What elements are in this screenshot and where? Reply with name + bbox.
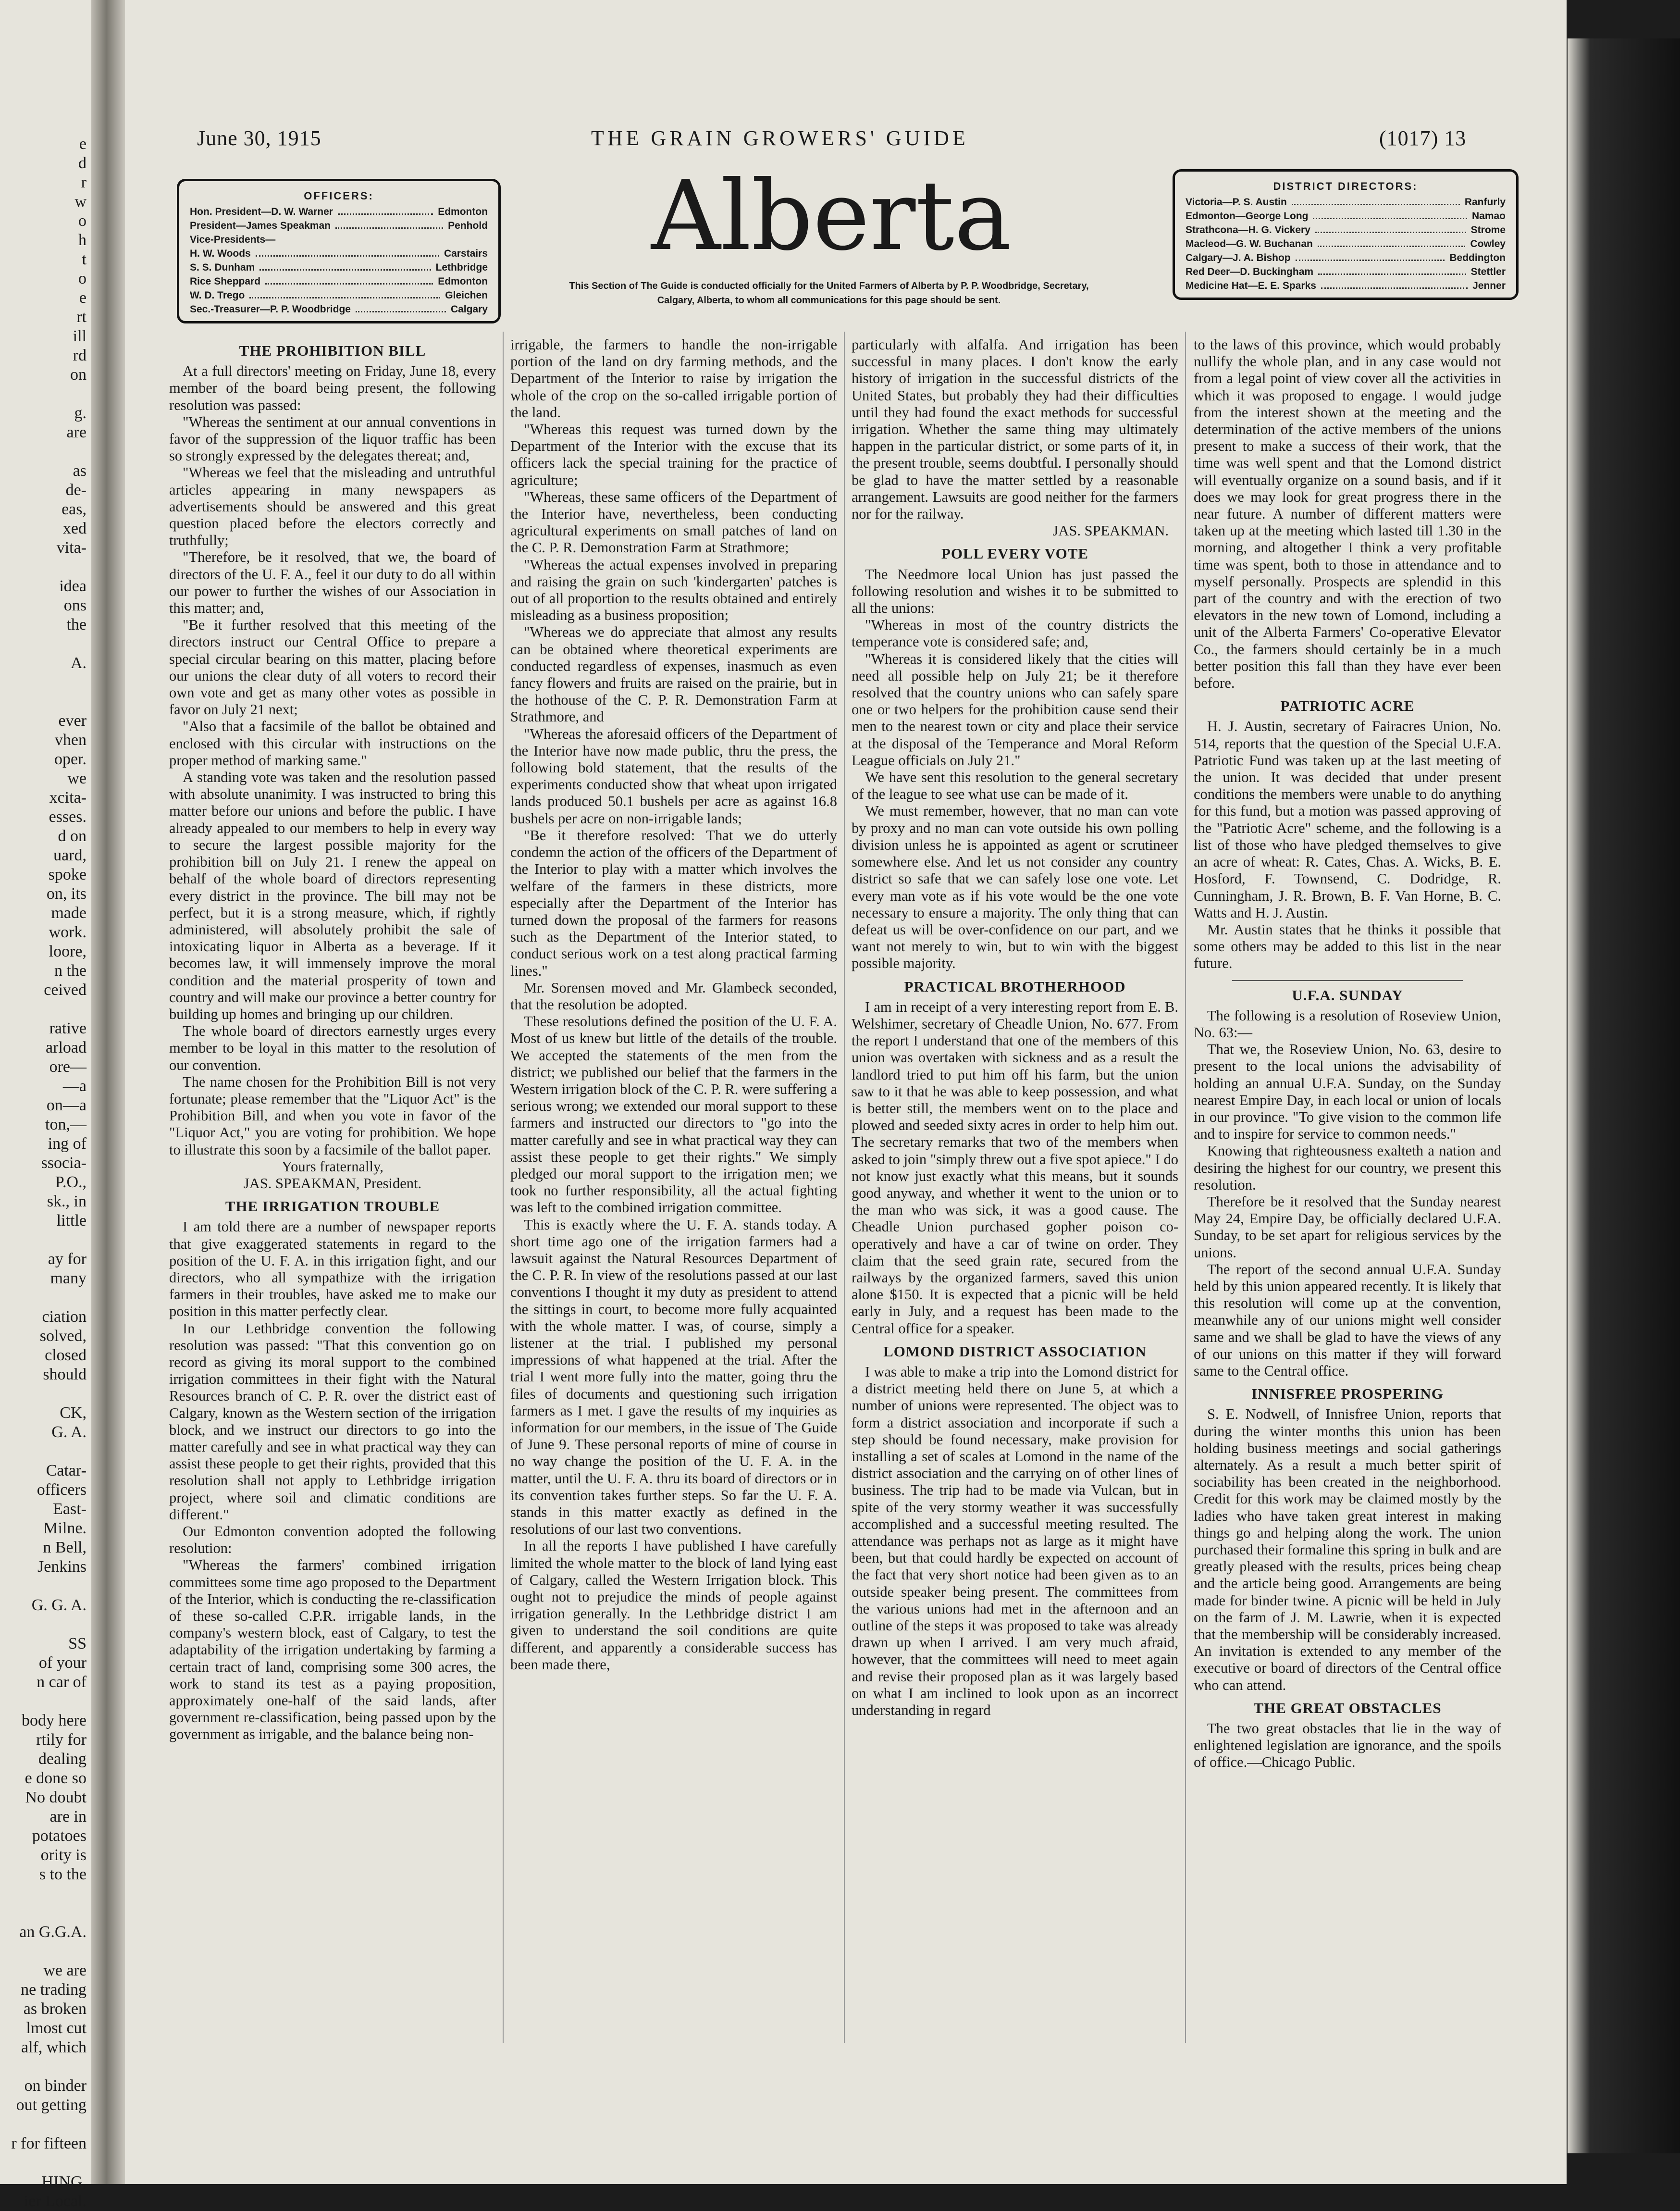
roster-row — [1186, 265, 1506, 279]
paragraph: We must remember, however, that no man can vote by proxy and no man can vote outside his own polling division unless he is appointed as agent or scrutineer somewhere else. And let us not consider any country district so safe that we can safely lose one vote. Let every man vote as if his vote would be the one vote necessary to ensure a majority. The only thing that can defeat us will be over-confidence on our part, and we want not merely to win, but to win with the biggest possible majority. — [852, 803, 1178, 972]
paragraph: A standing vote was taken and the resolution passed with absolute unanimity. I was instructed to bring this matter before our unions and before the public. I have already appealed to our members to help in every way to secure the largest possible majority for the prohibition bill on July 21. I renew the appeal on behalf of the whole board of directors representing every district in the province. The bill may not be perfect, but it is a strong measure, which, if rightly administered, will absolutely prohibit the sale of intoxicating liquor in Alberta as a beverage. If it becomes law, it will immensely improve the moral condition and the material prosperity of town and country and will make our province a better country for building up homes and bringing up our children. — [169, 769, 496, 1022]
roster-row — [190, 247, 488, 261]
fragment-line: Milne. — [43, 1519, 86, 1537]
fragment-line — [0, 1903, 86, 1923]
paragraph: "Whereas we do appreciate that almost any results can be obtained where theoretical experiments are conducted regardless of expenses, inasmuch as even fancy flowers and fruits are raised on the prairie, but in the hothouse of the C. P. R. Demonstration Farm at Strathmore, and — [510, 624, 837, 725]
fragment-line: an G.G.A. — [19, 1923, 86, 1941]
fragment-line: G. A. — [51, 1423, 86, 1441]
section-title: Alberta — [651, 160, 1012, 272]
paragraph: Therefore be it resolved that the Sunday nearest May 24, Empire Day, be officially declared U.F.A. Sunday, to be set apart for religious services by the unions. — [1194, 1193, 1501, 1261]
paragraph: "Whereas it is considered likely that the cities will need all possible help on July 21; be it therefore resolved that the country unions who can safely spare one or two helpers for the prohibition cause send their men to the nearest town or city and place their service at the disposal of the Temperance and Moral Reform League officials on July 21." — [852, 650, 1178, 769]
paragraph: irrigable, the farmers to handle the non-irrigable portion of the land on dry farming methods, and the Department of the Interior to raise by irrigation the whole of the crop on the so-called irrigable portion of the land. — [510, 336, 837, 421]
fragment-line: P.O., — [55, 1173, 86, 1191]
directors-heading: DISTRICT DIRECTORS: — [1273, 180, 1418, 192]
paragraph: That we, the Roseview Union, No. 63, desire to present to the local unions the advisability of holding an annual U.F.A. Sunday, on the Sunday nearest Empire Day, in each local or union of locals in our province. "To give vision to the common life and to inspire for service to common needs." — [1194, 1041, 1501, 1143]
fragment-line: de- — [65, 481, 86, 499]
paragraph: S. E. Nodwell, of Innisfree Union, reports that during the winter months this union has been holding business meetings and social gatherings alternately. As a result a much better spirit of sociability has been created in the neighborhood. Credit for this work may be claimed mostly by the ladies who have taken great interest in making things go and helping along the work. The union purchased their formaline this spring in bulk and are greatly pleased with the results, prices being cheap and the article being good. Arrangements are being made for binder twine. A picnic will be held in July on the farm of J. M. Lawrie, when it is expected that the membership will be considerably increased. An invitation is extended to any member of the executive or board of directors of the Central office who can attend. — [1194, 1406, 1501, 1693]
paragraph: We have sent this resolution to the general secretary of the league to see what use can be made of it. — [852, 769, 1178, 803]
leader-dots — [249, 288, 440, 298]
fragment-line: xed — [62, 520, 86, 537]
paragraph: I am in receipt of a very interesting report from E. B. Welshimer, secretary of Cheadle Union, No. 677. From the report I understand that one of the members of this union was overtaken with sickness and as a result the landlord tried to put him off his farm, but the union saw to it that he was able to keep possession, and what is better still, the members went on to the place and plowed and seeded sixty acres in order to help him out. The secretary remarks that two of the members when asked to join "simply threw out a five spot apiece." I do not know just exactly what this means, but it sounds good anyway, and whether it went to the union or to the man who was sick, it was a good cause. The Cheadle Union purchased gopher poison co-operatively and have a car of twine on order. They claim that the seed grain rate, secured from the railways by the organized farmers, saved this union alone $150. It is expected that a picnic will be held early in July, and a request has been made to the Central office for a speaker. — [852, 998, 1178, 1337]
paragraph: The whole board of directors earnestly urges every member to be loyal in this matter to the resolution of our convention. — [169, 1023, 496, 1073]
official-note: This Section of The Guide is conducted officially for the United Farmers of Alberta by P. P. Woodbridge, Secretary, Calgary, Alberta, to whom all communications for this page should be sent. — [569, 281, 1089, 306]
district-directors-box — [1173, 169, 1519, 300]
fragment-line: ority is — [40, 1846, 86, 1864]
fragment-line: oper. — [54, 750, 86, 768]
fragment-line — [0, 1615, 86, 1634]
fragment-line — [0, 692, 86, 711]
fragment-line: Jenkins — [37, 1558, 86, 1576]
roster-row — [190, 205, 488, 219]
roster-place: Beddington — [1449, 252, 1506, 263]
fragment-line: vita- — [56, 539, 86, 557]
paragraph: "Whereas, these same officers of the Department of the Interior have, nevertheless, been conducting agricultural experiments on small patches of land on the C. P. R. Demonstration Farm at Strathmore; — [510, 488, 837, 556]
roster-place: Namao — [1471, 211, 1506, 222]
roster-role: S. S. Dunham — [190, 262, 255, 273]
roster-row — [190, 219, 488, 233]
fragment-line — [0, 673, 86, 692]
fragment-line: s to the — [39, 1865, 86, 1883]
fragment-line: out getting — [16, 2096, 86, 2114]
column-rule — [1185, 332, 1186, 2043]
roster-role: Rice Sheppard — [190, 276, 261, 287]
roster-place: Edmonton — [438, 206, 488, 217]
paragraph: "Also that a facsimile of the ballot be obtained and enclosed with this circular with instructions on the proper method of marking same." — [169, 718, 496, 769]
page-number: (1017) 13 — [1379, 126, 1467, 150]
fragment-line: rtily for — [36, 1731, 86, 1749]
fragment-line: Catar- — [46, 1462, 86, 1479]
roster-row — [190, 233, 488, 247]
leader-dots — [1313, 209, 1467, 219]
fragment-line: are in — [49, 1808, 86, 1826]
leader-dots — [259, 261, 431, 271]
fragment-line: ciation — [42, 1308, 86, 1326]
fragment-line — [0, 1230, 86, 1250]
signature: JAS. SPEAKMAN. — [1052, 522, 1169, 539]
roster-row — [1186, 223, 1506, 237]
fragment-line: vhen — [54, 731, 86, 749]
fragment-line: of your — [38, 1654, 86, 1672]
paragraph: In all the reports I have published I have carefully limited the whole matter to the block of land lying east of Calgary, called the Western Irrigation block. This ought not to prejudice the minds of people against irrigation generally. In the Lethbridge district I am given to understand the soil conditions are quite different, and apparently a considerable success has been made there, — [510, 1538, 837, 1673]
fragment-line: ever — [58, 712, 86, 730]
article-headline: POLL EVERY VOTE — [941, 545, 1089, 562]
fragment-line: esses. — [49, 808, 86, 826]
roster-role: H. W. Woods — [190, 248, 251, 259]
signature: Yours fraternally, — [282, 1158, 383, 1175]
roster-role: Sec.-Treasurer—P. P. Woodbridge — [190, 304, 351, 315]
fragment-line: ceived — [44, 981, 86, 999]
leader-dots — [356, 302, 446, 312]
fragment-line: on — [70, 366, 86, 384]
paragraph: In our Lethbridge convention the following resolution was passed: "That this convention go on record as giving its moral support to the combined irrigation committees in their fight with the Natural Resources branch of C. P. R. over the district east of Calgary, known as the Western section of the irrigation block, and we instruct our directors to go into the matter carefully and see in what practical way they can assist these people to get their rights, provided that this resolution shall not apply to Lethbridge irrigation project, where soil and climatic conditions are different." — [169, 1320, 496, 1523]
fragment-line — [0, 1942, 86, 1961]
paragraph: The report of the second annual U.F.A. Sunday held by this union appeared recently. It is likely that this resolution will come up at the convention, meanwhile any of our unions might well consider same and we shall be glad to have the views of any of our unions on this matter if they will forward same to the Central office. — [1194, 1261, 1501, 1379]
fragment-line: East- — [53, 1500, 86, 1518]
roster-role: Medicine Hat—E. E. Sparks — [1186, 280, 1316, 291]
fragment-line: work. — [49, 923, 86, 941]
fragment-line — [0, 1884, 86, 1903]
fragment-line: many — [50, 1269, 86, 1287]
fragment-line: w — [74, 193, 86, 211]
roster-place: Stettler — [1470, 266, 1506, 277]
paragraph: "Whereas in most of the country districts the temperance vote is considered safe; and, — [852, 617, 1178, 650]
article-headline: U.F.A. SUNDAY — [1292, 986, 1403, 1004]
page-edge — [1568, 38, 1680, 2153]
roster-role: Victoria—P. S. Austin — [1186, 197, 1287, 208]
paragraph: "Whereas the actual expenses involved in preparing and raising the grain on such 'kindergarten' patches is out of all proportion to the results obtained and entirely misleading as a business proposition; — [510, 556, 837, 624]
fragment-line: No doubt — [25, 1789, 86, 1806]
paragraph: "Whereas the farmers' combined irrigation committees some time ago proposed to the Department of the Interior, which is conducting the re-classification of these so-called C.P.R. irrigable lands, in the company's western block, east of Calgary, to test the adaptability of the irrigation undertaking by farming a certain tract of land, comprising some 300 acres, the work to stand its test as a paying proposition, approximately one-half of the said lands, after government re-classification, being passed upon by the government as irrigable, and the balance being non- — [169, 1557, 496, 1743]
paragraph: This is exactly where the U. F. A. stands today. A short time ago one of the irrigation farmers had a lawsuit against the Natural Resources Department of the C. P. R. In view of the resolutions passed at our last conventions I thought it my duty as president to attend the sittings in court, to become more fully acquainted with the whole matter. I was, of course, simply a listener at the trial. I published my personal impressions of what happened at the trial. After the trial I went more fully into the matter, going thru the files of documents and questioning such irrigation farmers as I met. I gave the results of my inquiries as information for our members, in the issue of The Guide of June 9. These personal reports of mine of course in no way change the position of the U. F. A. in the matter, until the U. F. A. thru its board of directors or in its convention takes further steps. So far the U. F. A. stands in this matter exactly as defined in the resolutions of our last two conventions. — [510, 1216, 837, 1538]
leader-dots — [335, 219, 443, 229]
fragment-line: idea — [59, 577, 86, 595]
paragraph: "Whereas we feel that the misleading and untruthful articles appearing in many newspapers as advertisements should be answered and this great question placed before the electors correctly and truthfully; — [169, 464, 496, 549]
fragment-line: h — [78, 231, 86, 249]
article-headline: PATRIOTIC ACRE — [1280, 697, 1415, 715]
roster-row — [1186, 251, 1506, 265]
article-headline: THE IRRIGATION TROUBLE — [225, 1198, 440, 1215]
fragment-line: CK, — [60, 1404, 86, 1422]
paragraph: particularly with alfalfa. And irrigation has been successful in many places. I don't know the early history of irrigation in the successful districts of the United States, but probably they had their difficulties until they had found the exact methods for successful irrigation. Whether the same thing may ultimately happen in the particular district, or some parts of it, in the present trouble, seems doubtful. I personally should be glad to have the matter settled by a reasonable arrangement. Lawsuits are good neither for the farmers nor for the railway. — [852, 336, 1178, 522]
paragraph: The name chosen for the Prohibition Bill is not very fortunate; please remember that the "Liquor Act" is the Prohibition Bill, and when you vote in favor of the "Liquor Act," you are voting for prohibition. We hope to illustrate this soon by a facsimile of the ballot paper. — [169, 1073, 496, 1158]
fragment-line: solved, — [39, 1327, 86, 1345]
fragment-line: A. — [70, 654, 86, 672]
paragraph: Our Edmonton convention adopted the following resolution: — [169, 1523, 496, 1557]
fragment-line: we are — [43, 1962, 86, 1979]
fragment-line: d on — [58, 827, 86, 845]
paragraph: "Whereas the aforesaid officers of the Department of the Interior have now made public, thru the press, the following bold statement, that the results of the experiments conducted show that wheat upon irrigated lands produced 50.1 bushels per acre as against 16.8 bushels per acre on non-irrigable lands; — [510, 725, 837, 827]
leader-dots — [1318, 237, 1466, 247]
fragment-line: g. — [74, 404, 86, 422]
roster-role: Strathcona—H. G. Vickery — [1186, 224, 1310, 236]
fragment-line — [0, 1000, 86, 1019]
fragment-line: closed — [45, 1346, 86, 1364]
fragment-line — [0, 1577, 86, 1596]
roster-row — [1186, 279, 1506, 293]
fragment-line: as broken — [23, 2000, 86, 2018]
fragment-line: e — [79, 289, 86, 307]
fragment-line: on, its — [46, 885, 86, 903]
divider — [1232, 980, 1463, 981]
officers-list — [190, 205, 488, 316]
fragment-line: alf, which — [21, 2038, 86, 2056]
fragment-line: r for fifteen — [11, 2135, 86, 2152]
masthead: THE GRAIN GROWERS' GUIDE — [591, 126, 969, 150]
roster-role: Hon. President—D. W. Warner — [190, 206, 333, 217]
directors-list — [1186, 195, 1506, 293]
fragment-line: loore, — [49, 943, 86, 960]
roster-role: W. D. Trego — [190, 290, 245, 301]
fragment-line: n car of — [37, 1673, 86, 1691]
fragment-line: we — [67, 770, 86, 787]
issue-date: June 30, 1915 — [197, 126, 321, 150]
article-headline: LOMOND DISTRICT ASSOCIATION — [883, 1342, 1147, 1360]
column-2 — [510, 336, 837, 1673]
roster-role: Red Deer—D. Buckingham — [1186, 266, 1314, 277]
officers-heading: OFFICERS: — [304, 190, 374, 202]
paragraph: Knowing that righteousness exalteth a nation and desiring the highest for our country, we present this resolution. — [1194, 1143, 1501, 1193]
roster-role: Vice-Presidents— — [190, 234, 276, 245]
fragment-line: o — [78, 212, 86, 230]
fragment-line: ay for — [48, 1250, 86, 1268]
fragment-line: as — [73, 462, 86, 480]
paragraph: to the laws of this province, which would probably nullify the whole plan, and in any case would not from a legal point of view cover all the activities in which it was proposed to engage. I would judge from the interest shown at the meeting and the determination of the active members of the unions present to make a success of their work, that the time was well spent and that the Lomond district will eventually organize on a sound basis, and if it does we may look for great progress there in the near future. A number of different matters were taken up at the meeting which lasted till 1.30 in the morning, and altogether I think a very profitable time was spent, both to those in attendance and to myself personally. Prospects are splendid in this part of the country and with the erection of two elevators in the new town of Lomond, including a unit of the Alberta Farmers' Co-operative Elevator Co., the farmers should certainly be in a much better position this fall than they have ever been before. — [1194, 336, 1501, 692]
fragment-line: eas, — [62, 500, 86, 518]
fragment-line: should — [43, 1366, 86, 1383]
fragment-line: e done so — [25, 1769, 86, 1787]
roster-place: Cowley — [1470, 238, 1506, 249]
leader-dots — [1292, 195, 1460, 205]
article-headline: THE PROHIBITION BILL — [239, 342, 426, 359]
fragment-line: ing of — [48, 1135, 86, 1153]
roster-role: Calgary—J. A. Bishop — [1186, 252, 1291, 263]
fragment-line: on binder — [24, 2077, 86, 2095]
roster-place: Carstairs — [444, 248, 488, 259]
paragraph: "Therefore, be it resolved, that we, the board of directors of the U. F. A., feel it our duty to do all within our power to further the wishes of our Association in this matter; and, — [169, 549, 496, 617]
roster-place: Calgary — [450, 304, 488, 315]
fragment-line: spoke — [48, 866, 86, 883]
fragment-line: made — [51, 904, 86, 922]
fragment-line: HING, — [41, 2173, 86, 2191]
fragment-line: sk., in — [47, 1192, 86, 1210]
roster-place: Penhold — [448, 220, 488, 231]
fragment-line: arload — [46, 1039, 86, 1056]
paragraph: I was able to make a trip into the Lomond district for a district meeting held there on June 5, at which a number of unions were represented. The object was to form a district association and incorporate if such a step should be found necessary, make provision for installing a set of scales at Lomond in the name of the district association and the carrying on of other lines of business. The trip had to be made via Vulcan, but in spite of the very stormy weather it was successfully accomplished and a successful meeting resulted. The attendance was perhaps not as large as it might have been, but that could hardly be expected on account of the fact that very short notice had been given as to an outside speaker being present. The committees from the various unions had met in the afternoon and an outline of the steps it was proposed to take was already drawn up when I arrived. I am very much afraid, however, that the committees will need to meet again and revise their proposed plan as it was largely based on what I am inclined to look upon as an incorrect understanding in regard — [852, 1363, 1178, 1719]
paragraph: H. J. Austin, secretary of Fairacres Union, No. 514, reports that the question of the Special U.F.A. Patriotic Fund was taken up at the last meeting of the union. It was decided that under present conditions the members were unable to do anything for this fund, but a motion was passed approving of the "Patriotic Acre" scheme, and the following is a list of those who have pledged themselves to give an acre of wheat: R. Cates, Chas. A. Wicks, B. E. Hosford, F. Townsend, C. Dodridge, R. Cunningham, J. R. Brown, B. F. Van Horne, B. C. Watts and H. J. Austin. — [1194, 718, 1501, 921]
fragment-line: little — [56, 1212, 86, 1230]
leader-dots — [338, 205, 433, 215]
fragment-line — [0, 442, 86, 461]
leader-dots — [1318, 265, 1466, 275]
fragment-line: ons — [63, 596, 86, 614]
roster-place: Jenner — [1472, 280, 1506, 291]
fragment-line: rt — [76, 308, 86, 326]
roster-row — [190, 261, 488, 274]
fragment-line: n Bell, — [43, 1539, 86, 1556]
roster-place: Strome — [1470, 224, 1506, 236]
fragment-line: G. G. A. — [31, 1596, 86, 1614]
fragment-line: ore— — [49, 1058, 86, 1076]
fragment-line: ier Local. — [24, 2192, 86, 2210]
fragment-line: are — [66, 423, 86, 441]
column-3 — [852, 336, 1178, 1719]
fragment-line: dealing — [38, 1750, 86, 1768]
article-headline: PRACTICAL BROTHERHOOD — [904, 978, 1126, 995]
column-rule — [503, 332, 504, 2043]
fragment-line: rative — [49, 1019, 86, 1037]
paragraph: I am told there are a number of newspaper reports that give exaggerated statements in regard to the position of the U. F. A. in this irrigation fight, and our directors, who all sympathize with the irrigation farmers in their troubles, have asked me to make our position in this matter perfectly clear. — [169, 1218, 496, 1320]
fragment-line: rd — [73, 347, 86, 364]
roster-role: Macleod—G. W. Buchanan — [1186, 238, 1313, 249]
fragment-line — [0, 1384, 86, 1404]
fragment-line: xcita- — [49, 789, 86, 807]
roster-place: Gleichen — [445, 290, 488, 301]
leader-dots — [1315, 223, 1466, 233]
paragraph: The following is a resolution of Roseview Union, No. 63:— — [1194, 1007, 1501, 1041]
fragment-line: e — [79, 135, 86, 153]
article-headline: THE GREAT OBSTACLES — [1253, 1699, 1442, 1716]
paragraph: The Needmore local Union has just passed the following resolution and wishes it to be submitted to all the unions: — [852, 566, 1178, 617]
leader-dots — [265, 274, 433, 285]
fragment-line — [0, 634, 86, 654]
fragment-line: lmost cut — [26, 2019, 86, 2037]
fragment-line: the — [66, 616, 86, 633]
roster-row — [1186, 195, 1506, 209]
article-headline: INNISFREE PROSPERING — [1251, 1385, 1444, 1403]
paragraph: "Whereas the sentiment at our annual conventions in favor of the suppression of the liquor traffic has been so strongly expressed by the delegates thereat; and, — [169, 413, 496, 464]
fragment-line — [0, 558, 86, 577]
fragment-line: ssocia- — [41, 1154, 86, 1172]
fragment-line — [0, 1442, 86, 1461]
fragment-line: —a — [62, 1077, 86, 1095]
fragment-line: officers — [37, 1481, 86, 1499]
fragment-line: n the — [54, 962, 86, 980]
fragment-line — [0, 2057, 86, 2076]
fragment-line: uard, — [53, 846, 86, 864]
fragment-line: o — [78, 270, 86, 287]
signature: JAS. SPEAKMAN, President. — [243, 1175, 422, 1192]
paragraph: "Be it further resolved that this meeting of the directors instruct our Central Office to prepare a special circular bearing on this matter, placing before our unions the clear duty of all voters to record their own vote and get as many other votes as possible in favor on July 21 next; — [169, 617, 496, 718]
fragment-line — [0, 385, 86, 404]
fragment-line: ill — [73, 327, 86, 345]
book-gutter — [91, 0, 125, 2184]
column-rule — [844, 332, 845, 2043]
roster-row — [190, 302, 488, 316]
column-1 — [169, 336, 496, 1743]
fragment-line: d — [78, 154, 86, 172]
roster-role: President—James Speakman — [190, 220, 331, 231]
roster-role: Edmonton—George Long — [1186, 211, 1309, 222]
leader-dots — [256, 247, 439, 257]
roster-row — [190, 288, 488, 302]
paragraph: "Be it therefore resolved: That we do utterly condemn the action of the officers of the Department of the Interior to play with a matter which involves the welfare of the farmers in these districts, more especially after the Department of the Interior has turned down the proposal of the farmers for reasons such as the Department of the Interior stated, to conduct serious work on a test along practical farming lines." — [510, 827, 837, 979]
leader-dots — [1296, 251, 1445, 261]
roster-place: Edmonton — [438, 276, 488, 287]
fragment-line — [0, 2153, 86, 2173]
roster-row — [190, 274, 488, 288]
fragment-line: potatoes — [32, 1827, 86, 1845]
roster-row — [1186, 209, 1506, 223]
roster-row — [1186, 237, 1506, 251]
paragraph: "Whereas this request was turned down by the Department of the Interior with the excuse that its officers lack the special training for the practice of agriculture; — [510, 421, 837, 488]
paragraph: Mr. Austin states that he thinks it possible that some others may be added to this list in the near future. — [1194, 921, 1501, 972]
roster-place: Lethbridge — [435, 262, 488, 273]
fragment-line: on—a — [46, 1096, 86, 1114]
paragraph: The two great obstacles that lie in the way of enlightened legislation are ignorance, and the spoils of office.—Chicago Public. — [1194, 1720, 1501, 1771]
leader-dots — [1321, 279, 1468, 289]
roster-place: Ranfurly — [1464, 197, 1506, 208]
paragraph: At a full directors' meeting on Friday, June 18, every member of the board being present, the following resolution was passed: — [169, 363, 496, 413]
fragment-line: t — [82, 250, 86, 268]
fragment-line: r — [81, 174, 86, 191]
fragment-line — [0, 1692, 86, 1711]
left-page-fragment — [0, 135, 86, 2210]
fragment-line: ne trading — [21, 1981, 86, 1999]
fragment-line: ton,— — [45, 1116, 86, 1133]
paragraph: These resolutions defined the position of the U. F. A. Most of us knew but little of the details of the trouble. We accepted the statements of the men from the district; we published our belief that the farmers in the Western irrigation block of the C. P. R. were suffering a serious wrong; we extended our moral support to these farmers and instructed our directors to "go into the matter carefully and see in what practical way they can assist these people to get their rights." We simply pledged our moral support to the irrigation men; we took no further responsibility, all the actual fighting was left to the combined irrigation committee. — [510, 1013, 837, 1216]
fragment-line: SS — [68, 1635, 86, 1652]
paragraph: Mr. Sorensen moved and Mr. Glambeck seconded, that the resolution be adopted. — [510, 979, 837, 1013]
fragment-line — [0, 1288, 86, 1307]
officers-box — [177, 179, 501, 323]
column-4 — [1194, 336, 1501, 1771]
fragment-line — [0, 2115, 86, 2134]
fragment-line: body here — [21, 1712, 86, 1729]
